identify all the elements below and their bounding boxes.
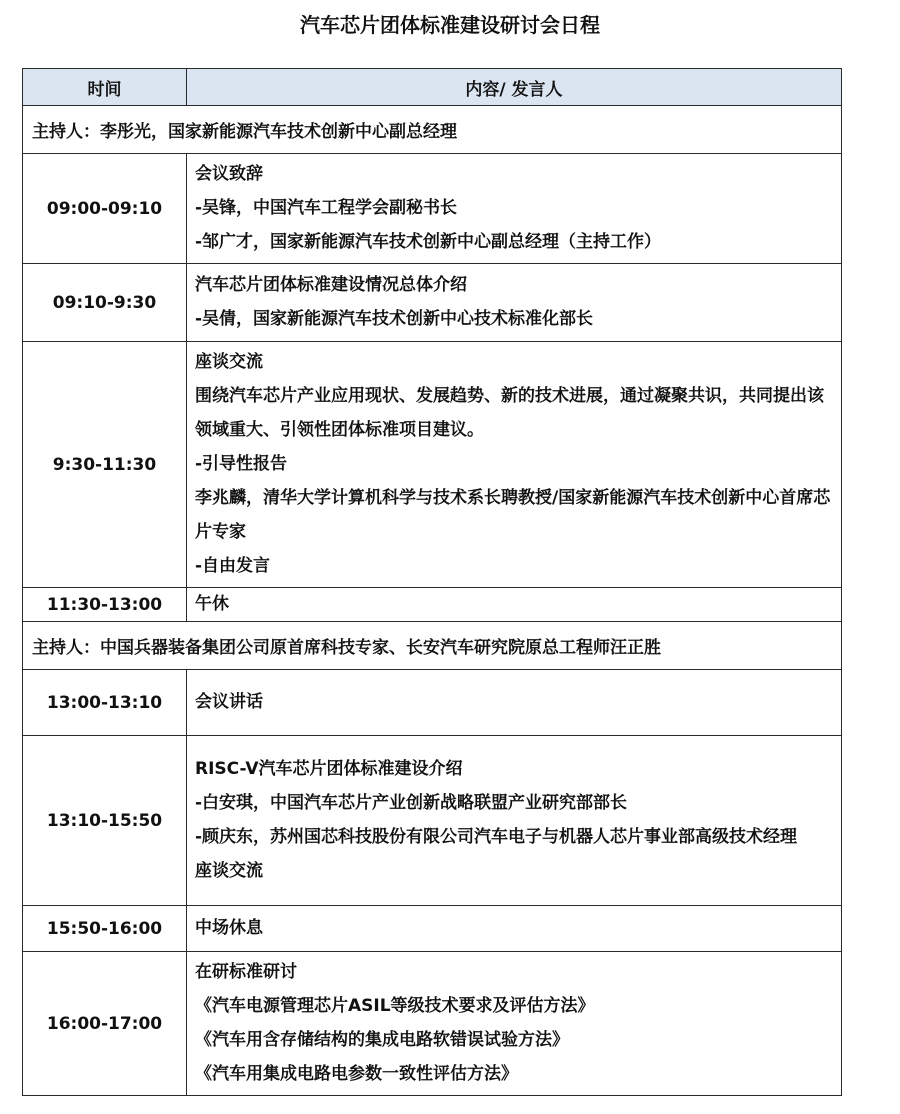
content-cell (187, 264, 842, 342)
host-text: 主持人：中国兵器装备集团公司原首席科技专家、长安汽车研究院原总工程师汪正胜 (23, 622, 842, 670)
table-row (23, 264, 842, 342)
time-cell: 09:10-9:30 (23, 264, 187, 342)
time-cell: 13:00-13:10 (23, 670, 187, 736)
content-line: 会议致辞 (195, 164, 263, 184)
content-line: 座谈交流 (195, 352, 263, 372)
time-cell: 16:00-17:00 (23, 952, 187, 1096)
content-cell (187, 342, 842, 588)
time-cell: 9:30-11:30 (23, 342, 187, 588)
table-row (23, 670, 842, 736)
content-cell (187, 906, 842, 952)
header-time: 时间 (23, 69, 187, 106)
content-line: 李兆麟，清华大学计算机科学与技术系长聘教授/国家新能源汽车技术创新中心首席芯片专家 (195, 488, 831, 542)
content-line: -顾庆东，苏州国芯科技股份有限公司汽车电子与机器人芯片事业部高级技术经理 (195, 827, 798, 847)
time-cell: 11:30-13:00 (23, 588, 187, 622)
table-row (23, 952, 842, 1096)
content-line: 会议讲话 (195, 692, 263, 712)
content-cell (187, 588, 842, 622)
content-line: -吴锋，中国汽车工程学会副秘书长 (195, 198, 458, 218)
table-row (23, 736, 842, 906)
table-row (23, 588, 842, 622)
content-line: 《汽车用含存储结构的集成电路软错误试验方法》 (195, 1030, 569, 1050)
time-cell: 09:00-09:10 (23, 154, 187, 264)
content-line: -引导性报告 (195, 454, 288, 474)
time-cell: 13:10-15:50 (23, 736, 187, 906)
content-line: 围绕汽车芯片产业应用现状、发展趋势、新的技术进展，通过凝聚共识，共同提出该领域重大、引领性团体标准项目建议。 (195, 386, 824, 440)
content-line: 在研标准研讨 (195, 962, 297, 982)
content-line: 午休 (195, 594, 229, 614)
content-line: 座谈交流 (195, 861, 263, 881)
time-cell: 15:50-16:00 (23, 906, 187, 952)
table-row (23, 154, 842, 264)
content-cell (187, 154, 842, 264)
header-content: 内容/ 发言人 (187, 69, 842, 106)
content-line: -吴倩，国家新能源汽车技术创新中心技术标准化部长 (195, 309, 594, 329)
host-text: 主持人：李彤光，国家新能源汽车技术创新中心副总经理 (23, 106, 842, 154)
content-cell (187, 670, 842, 736)
content-cell (187, 952, 842, 1096)
table-header (23, 69, 842, 106)
table-row (23, 906, 842, 952)
content-cell (187, 736, 842, 906)
table-row (23, 342, 842, 588)
host-row (23, 622, 842, 670)
page-title: 汽车芯片团体标准建设研讨会日程 (300, 13, 600, 37)
content-line: 《汽车用集成电路电参数一致性评估方法》 (195, 1064, 518, 1084)
content-line: 《汽车电源管理芯片ASIL等级技术要求及评估方法》 (195, 996, 595, 1016)
content-line: RISC-V汽车芯片团体标准建设介绍 (195, 759, 463, 779)
content-line: 汽车芯片团体标准建设情况总体介绍 (195, 275, 467, 295)
schedule-table (22, 68, 842, 1096)
content-line: -自由发言 (195, 556, 271, 576)
content-line: -邹广才，国家新能源汽车技术创新中心副总经理（主持工作） (195, 232, 662, 252)
content-line: -白安琪，中国汽车芯片产业创新战略联盟产业研究部部长 (195, 793, 628, 813)
host-row (23, 106, 842, 154)
content-line: 中场休息 (195, 918, 263, 938)
